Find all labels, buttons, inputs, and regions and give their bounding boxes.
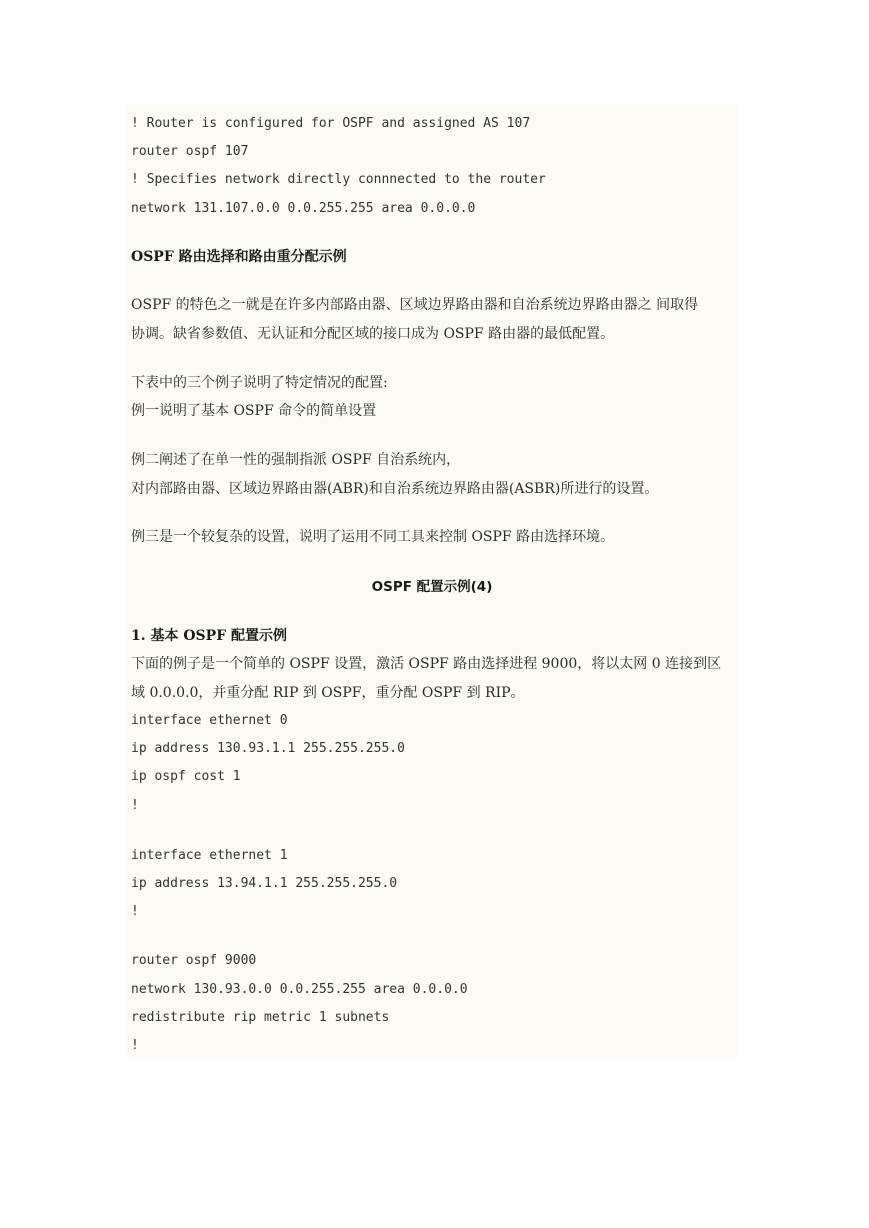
paragraph-line: 下面的例子是一个简单的 OSPF 设置，激活 OSPF 路由选择进程 9000，将以太网 0 连接到区 [131,656,722,672]
paragraph-line: 例三是一个较复杂的设置，说明了运用不同工具来控制 OSPF 路由选择环境。 [131,529,615,545]
config-line: ip ospf cost 1 [131,769,241,784]
config-line: redistribute rip metric 1 subnets [131,1010,390,1025]
paragraph-line: 下表中的三个例子说明了特定情况的配置: [131,375,388,391]
config-line: ip address 130.93.1.1 255.255.255.0 [131,741,405,756]
config-line: interface ethernet 1 [131,848,288,863]
config-line: ip address 13.94.1.1 255.255.255.0 [131,876,398,891]
config-line: ! [131,798,139,813]
config-comment-line: ! Specifies network directly connnected to the router [131,172,546,187]
paragraph-line: OSPF 的特色之一就是在许多内部路由器、区域边界路由器和自治系统边界路由器之 间取得 [131,297,699,313]
config-comment-line: ! Router is configured for OSPF and assigned AS 107 [131,116,531,131]
config-line: ! [131,1038,139,1053]
paragraph-line: 例二阐述了在单一性的强制指派 OSPF 自治系统内， [131,452,461,468]
section-heading: OSPF 路由选择和路由重分配示例 [131,249,347,265]
centered-title: OSPF 配置示例(4) [371,579,493,595]
subheading: 1. 基本 OSPF 配置示例 [131,628,288,644]
config-line: ! [131,904,139,919]
paragraph-line: 协调。缺省参数值、无认证和分配区域的接口成为 OSPF 路由器的最低配置。 [131,326,615,342]
config-line: interface ethernet 0 [131,713,288,728]
paragraph-line: 域 0.0.0.0，并重分配 RIP 到 OSPF，重分配 OSPF 到 RIP。 [131,685,525,701]
paragraph-line: 例一说明了基本 OSPF 命令的简单设置 [131,403,377,419]
config-line: router ospf 107 [131,144,249,159]
config-line: router ospf 9000 [131,953,257,968]
config-line: network 131.107.0.0 0.0.255.255 area 0.0.0.0 [131,201,476,216]
config-line: network 130.93.0.0 0.0.255.255 area 0.0.0.0 [131,982,468,997]
paragraph-line: 对内部路由器、区域边界路由器(ABR)和自治系统边界路由器(ASBR)所进行的设置。 [131,481,659,497]
